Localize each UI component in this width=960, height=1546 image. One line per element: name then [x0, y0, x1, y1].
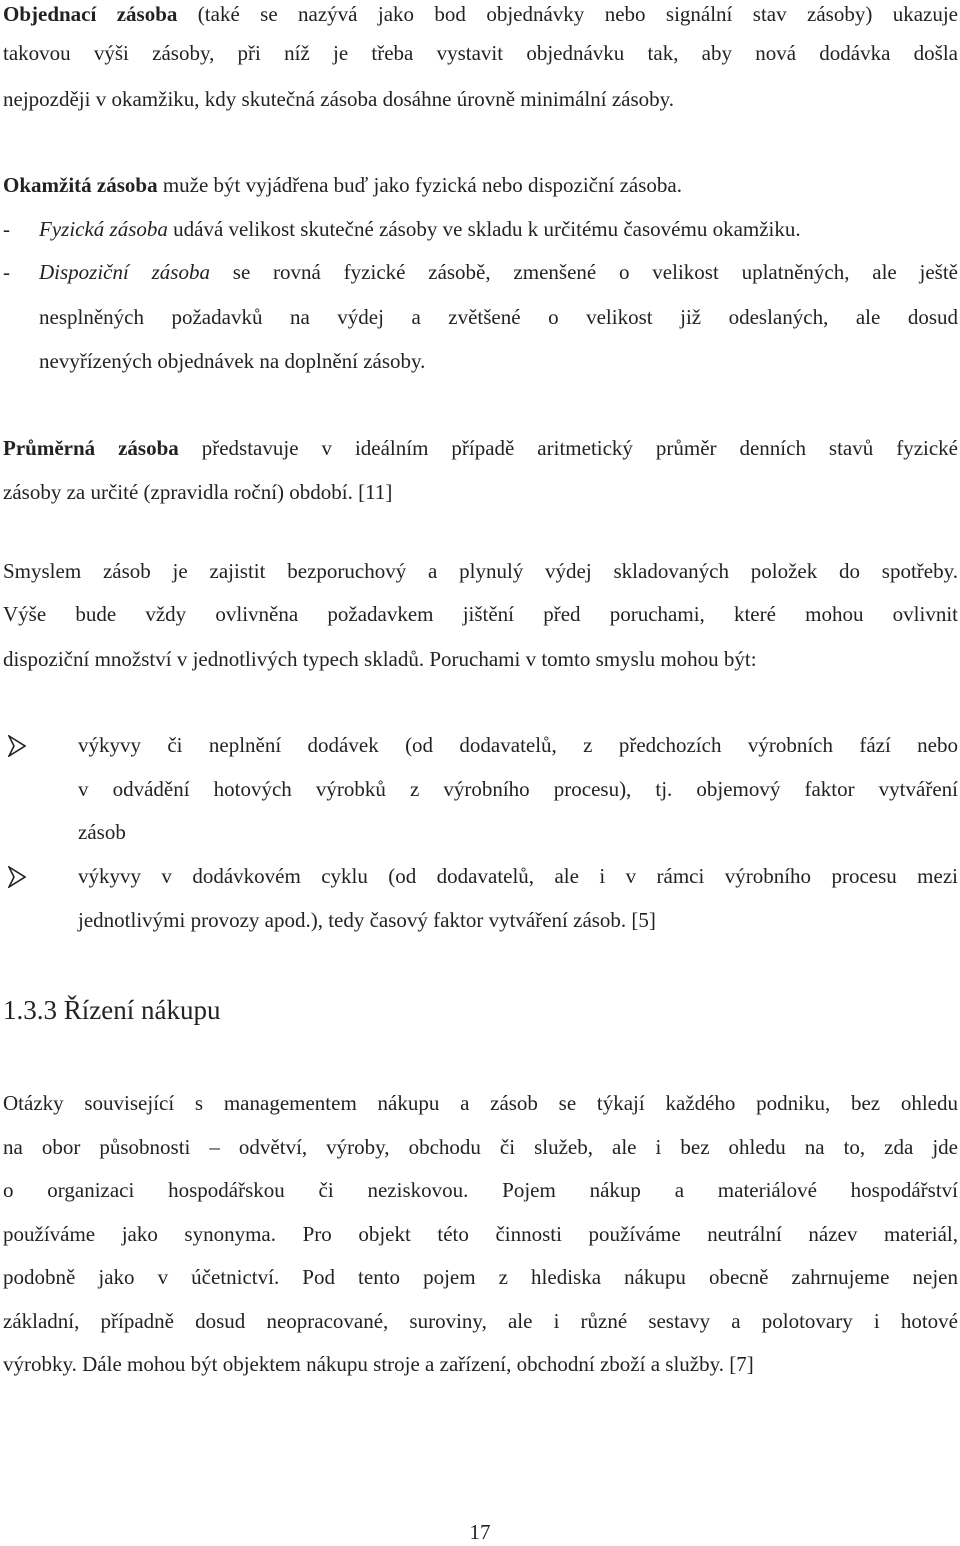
arrowhead-bullet-icon [8, 866, 26, 888]
bullet-item-2-line-2: jednotlivými provozy apod.), tedy časový faktor vytváření zásob. [5] [78, 908, 656, 932]
paragraph-rizeni-nakupu-line-3: o organizaci hospodářskou či neziskovou. Pojem nákup a materiálové hospodářství [3, 1178, 958, 1202]
term-objednaci-zasoba: Objednací zásoba [3, 2, 178, 26]
section-heading: 1.3.3 Řízení nákupu [3, 995, 221, 1025]
bullet-item-1-line-1: výkyvy či neplnění dodávek (od dodavatelů, z předchozích výrobních fází nebo [78, 733, 958, 757]
paragraph-objednaci-zasoba-line-1: Objednací zásoba (také se nazývá jako bod objednávky nebo signální stav zásoby) ukazuje [3, 2, 958, 26]
paragraph-objednaci-zasoba-line-3: nejpozději v okamžiku, kdy skutečná zásoba dosáhne úrovně minimální zásoby. [3, 87, 675, 111]
dash-marker-2: - [3, 260, 10, 284]
bullet-item-1-line-3: zásob [78, 820, 126, 844]
dash-item-dispozicni-zasoba-line-1: Dispoziční zásoba se rovná fyzické zásobě, zmenšené o velikost uplatněných, ale ještě [39, 260, 959, 284]
term-prumerna-zasoba: Průměrná zásoba [3, 436, 179, 460]
paragraph-rizeni-nakupu-line-5: podobně jako v účetnictví. Pod tento pojem z hlediska nákupu obecně zahrnujeme nejen [3, 1265, 958, 1289]
paragraph-rizeni-nakupu-line-6: základní, případně dosud neopracované, suroviny, ale i různé sestavy a polotovary i hotové [3, 1309, 958, 1333]
paragraph-okamzita-zasoba: Okamžitá zásoba muže být vyjádřena buď jako fyzická nebo dispoziční zásoba. [3, 173, 682, 197]
paragraph-rizeni-nakupu-line-4: používáme jako synonyma. Pro objekt této činnosti používáme neutrální název materiál, [3, 1222, 958, 1246]
bullet-item-2-line-1: výkyvy v dodávkovém cyklu (od dodavatelů, ale i v rámci výrobního procesu mezi [78, 864, 958, 888]
paragraph-smyslem-zasob-line-1: Smyslem zásob je zajistit bezporuchový a plynulý výdej skladovaných položek do spotřeby. [3, 559, 958, 583]
term-okamzita-zasoba: Okamžitá zásoba [3, 173, 158, 197]
paragraph-rizeni-nakupu-line-7: výrobky. Dále mohou být objektem nákupu stroje a zařízení, obchodní zboží a služby. [7] [3, 1352, 754, 1376]
page-number: 17 [469, 1520, 491, 1544]
dash-marker-1: - [3, 217, 10, 241]
paragraph-objednaci-zasoba-line-2: takovou výši zásoby, při níž je třeba vystavit objednávku tak, aby nová dodávka došla [3, 41, 958, 65]
arrowhead-bullet-icon [8, 735, 26, 757]
paragraph-prumerna-zasoba-line-2: zásoby za určité (zpravidla roční) období. [11] [3, 480, 393, 504]
dash-item-fyzicka-zasoba: Fyzická zásoba udává velikost skutečné zásoby ve skladu k určitému časovému okamžiku. [39, 217, 801, 241]
dash-item-dispozicni-zasoba-line-2: nesplněných požadavků na výdej a zvětšené o velikost již odeslaných, ale dosud [39, 305, 958, 329]
term-fyzicka-zasoba: Fyzická zásoba [39, 217, 168, 241]
bullet-item-1-line-2: v odvádění hotových výrobků z výrobního procesu), tj. objemový faktor vytváření [78, 777, 958, 801]
paragraph-smyslem-zasob-line-3: dispoziční množství v jednotlivých typech skladů. Poruchami v tomto smyslu mohou být: [3, 647, 757, 671]
dash-item-dispozicni-zasoba-line-3: nevyřízených objednávek na doplnění zásoby. [39, 349, 426, 373]
term-dispozicni-zasoba: Dispoziční zásoba [39, 260, 210, 284]
paragraph-rizeni-nakupu-line-1: Otázky související s managementem nákupu a zásob se týkají každého podniku, bez ohledu [3, 1091, 958, 1115]
paragraph-rizeni-nakupu-line-2: na obor působnosti – odvětví, výroby, obchodu či služeb, ale i bez ohledu na to, zda jde [3, 1135, 958, 1159]
paragraph-smyslem-zasob-line-2: Výše bude vždy ovlivněna požadavkem jištění před poruchami, které mohou ovlivnit [3, 602, 958, 626]
paragraph-prumerna-zasoba-line-1: Průměrná zásoba představuje v ideálním případě aritmetický průměr denních stavů fyzické [3, 436, 958, 460]
